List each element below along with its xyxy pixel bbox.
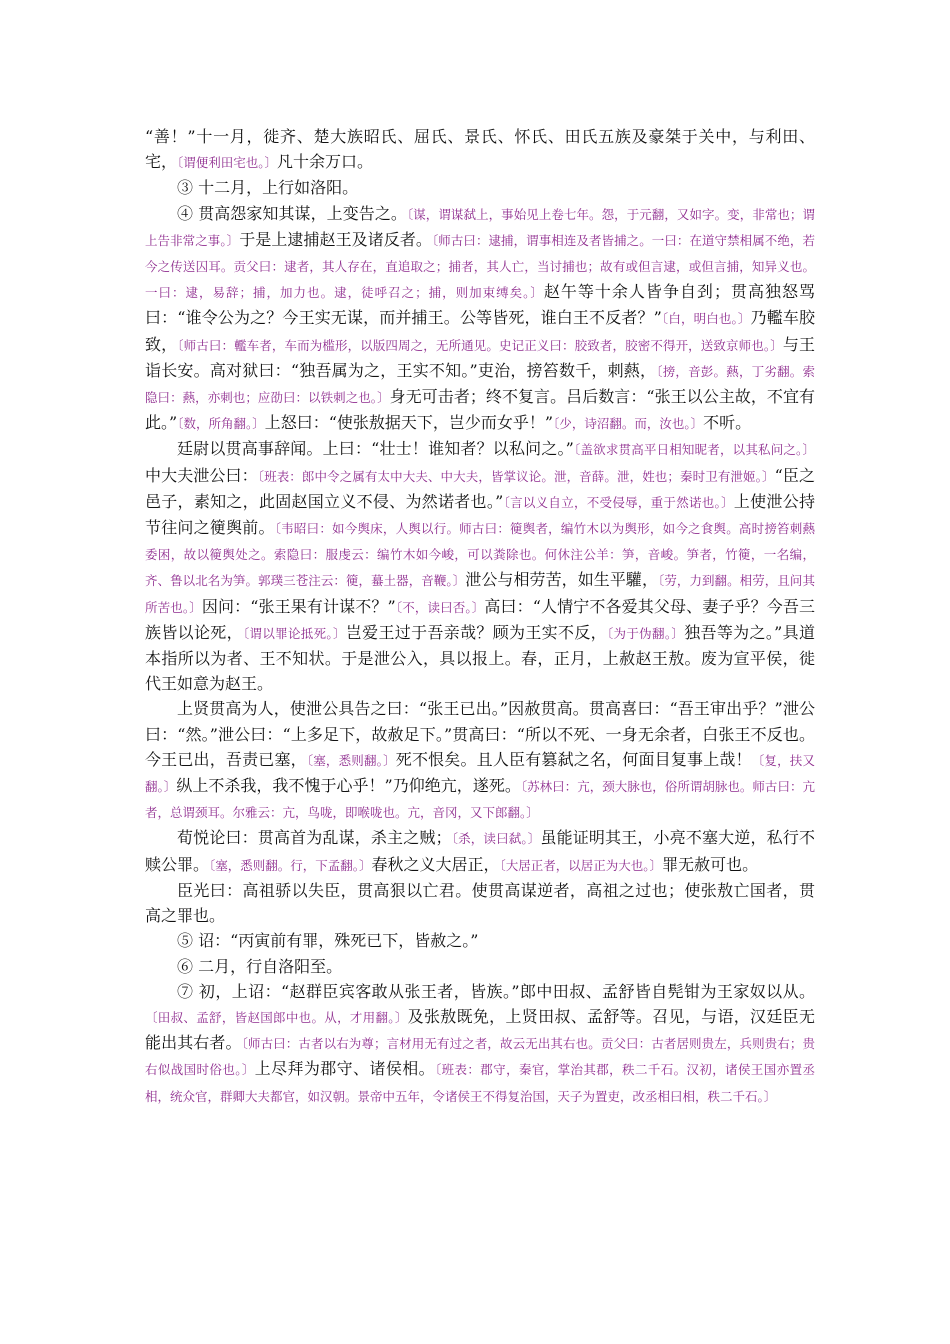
commentary-note: 〔言以义自立，不受侵辱，重于然诺也。〕: [503, 494, 734, 510]
main-text: ⑥ 二月，行自洛阳至。: [177, 956, 343, 976]
main-text: 乃轞车胶致，: [145, 308, 815, 354]
commentary-note: 〔复，扶又翻。〕: [145, 752, 815, 795]
commentary-note: 〔班表：郎中令之属有太中大夫、中大夫，皆掌议论。泄，音薛。泄，姓也；秦时卫有泄姬。〕: [257, 468, 775, 484]
paragraph-2: [145, 175, 815, 200]
paragraph-3: [145, 201, 815, 437]
commentary-note: 〔田叔、孟舒，皆赵国郎中也。从，才用翻。〕: [145, 1009, 408, 1025]
main-text: 上贤贯高为人，使泄公具告之曰：“张王已出。”因赦贯高。贯高喜曰：“吾王审出乎？”泄公曰：“然。”泄公曰：“上多足下，故赦足下。”贯高曰：“所以不死、一身无余者，白张王不反也。今王已出，吾责已塞，: [145, 699, 815, 769]
commentary-note: 〔班表：郡守，秦官，掌治其郡，秩二千石。汉初，诸侯王国亦置丞相，统众官，群卿大夫都官，如汉朝。景帝中五年，令诸侯王不得复治国，天子为置吏，改丞相曰相，秩二千石。〕: [145, 1062, 815, 1104]
commentary-note: 〔为于伪翻。〕: [606, 625, 685, 641]
main-text: 身无可击者；终不复言。吕后数言：“张王以公主故，不宜有此。”: [145, 387, 815, 433]
main-text: 死不恨矣。且人臣有篡弑之名，何面目复事上哉！: [395, 749, 752, 769]
paragraph-8: [145, 928, 815, 953]
main-text: 春秋之义大居正，: [371, 854, 500, 874]
document-page: [145, 124, 815, 1109]
main-text: “善！”十一月，徙齐、楚大族昭氏、屈氏、景氏、怀氏、田氏五族及豪桀于关中，与利田、宅，: [145, 127, 815, 172]
main-text: 臣光曰：高祖骄以失臣，贯高狠以亡君。使贯高谋逆者，高祖之过也；使张敖亡国者，贯高之罪也。: [145, 880, 815, 926]
main-text: ④ 贯高怨家知其谋，上变告之。: [177, 203, 407, 223]
main-text: 凡十余万口。: [277, 152, 374, 172]
main-text: “臣之邑子，素知之，此固赵国立义不侵、为然诺者也。”: [145, 465, 815, 511]
commentary-note: 〔塞，悉则翻。行，下孟翻。〕: [209, 857, 372, 873]
main-text: ⑤ 诏：“丙寅前有罪，殊死已下，皆赦之。”: [177, 931, 479, 951]
commentary-note: 〔苏林曰：亢，颈大脉也，俗所谓胡脉也。师古曰：亢者，总谓颈耳。尔雅云：亢，鸟咙，即喉咙也。亢，音冈，又下郎翻。〕: [145, 779, 815, 821]
paragraph-5: [145, 696, 815, 825]
commentary-note: 〔塞，悉则翻。〕: [306, 752, 396, 768]
commentary-note: 〔师古曰：古者以右为尊；言材用无有过之者，故云无出其右也。贡父曰：古者居则贵左，兵则贵右；贵右似战国时俗也。〕: [145, 1036, 815, 1078]
main-text: 不听。: [703, 413, 752, 433]
main-text: 虽能证明其王，小亮不塞大逆，私行不赎公罪。: [145, 828, 815, 874]
commentary-note: 〔数，所角翻。〕: [177, 416, 265, 432]
commentary-note: 〔劳，力到翻。相劳，且问其所苦也。〕: [145, 573, 815, 615]
main-text: 岂爱王过于吾亲哉？顾为王实不反，: [345, 622, 607, 642]
main-text: 泄公与相劳苦，如生平驩，: [465, 570, 659, 590]
commentary-note: 〔盖欲求贯高平日相知昵者，以其私问之。〕: [573, 442, 815, 458]
main-text: 纵上不杀我，我不愧于心乎！”乃仰绝亢，遂死。: [176, 776, 521, 796]
paragraph-10: [145, 979, 815, 1109]
main-text: 赵午等十余人皆争自刭；贯高独怒骂曰：“谁令公为之？今王实无谋，而并捕王。公等皆死，谁白王不反者？”: [145, 282, 815, 328]
main-text: 高曰：“人情宁不各爱其父母、妻子乎？今吾三族皆以论死，: [145, 596, 815, 642]
commentary-note: 〔搒，音彭。爇，丁劣翻。索隐曰：爇，亦刺也；应劭曰：以铁刺之也。〕: [145, 363, 815, 406]
main-text: 罪无赦可也。: [662, 854, 759, 874]
main-text: 于是上逮捕赵王及诸反者。: [239, 229, 432, 249]
paragraph-7: [145, 878, 815, 928]
paragraph-6: [145, 825, 815, 877]
commentary-note: 〔杀，读曰弑。〕: [451, 831, 541, 847]
main-text: 上使泄公持节往问之箯舆前。: [145, 491, 815, 538]
main-text: ⑦ 初，上诏：“赵群臣宾客敢从张王者，皆族。”郎中田叔、孟舒皆自髡钳为王家奴以从。: [177, 981, 815, 1001]
main-text: 中大夫泄公曰：: [145, 465, 258, 485]
paragraph-4: [145, 436, 815, 696]
commentary-note: 〔师古曰：逮捕，谓事相连及者皆捕之。一曰：在道守禁相属不绝，若今之传送囚耳。贡父曰：逮者，其人存在，直追取之；捕者，其人亡，当讨捕也；故有或但言逮，或但言捕，知异义也。一曰：逮，易辞；捕，加力也。逮，徒呼召之；捕，则加束缚矣。〕: [145, 232, 815, 301]
main-text: 独吾等为之。”具道本指所以为者、王不知状。于是泄公入，具以报上。春，正月，上赦赵王敖。废为宣平侯，徙代王如意为赵王。: [145, 622, 815, 694]
main-text: 与王诣长安。高对狱曰：“独吾属为之，王实不知。”吏治，搒笞数千，刺爇，: [145, 334, 815, 380]
commentary-note: 〔谓以罪论抵死。〕: [242, 625, 346, 641]
commentary-note: 〔少，诗沼翻。而，汝也。〕: [553, 416, 704, 432]
main-text: ③ 十二月，上行如洛阳。: [177, 178, 359, 198]
main-text: 廷尉以贯高事辞闻。上曰：“壮士！谁知者？以私问之。”: [177, 439, 574, 459]
main-text: 上尽拜为郡守、诸侯相。: [254, 1059, 435, 1079]
main-text: 上怒曰：“使张敖据天下，岂少而女乎！”: [264, 413, 554, 433]
paragraph-9: [145, 954, 815, 979]
commentary-note: 〔白，明白也。〕: [661, 311, 751, 327]
main-text: 及张敖既免，上贤田叔、孟舒等。召见，与语，汉廷臣无能出其右者。: [145, 1006, 815, 1053]
commentary-note: 〔谋，谓谋弑上，事始见上卷七年。怨，于元翻，又如字。变，非常也；谓上告非常之事。〕: [145, 206, 815, 248]
commentary-note: 〔不，读曰否。〕: [395, 599, 485, 615]
main-text: 因问：“张王果有计谋不？”: [201, 596, 396, 616]
main-text: 荀悦论曰：贯高首为乱谋，杀主之贼；: [177, 828, 452, 848]
commentary-note: 〔师古曰：轞车者，车而为槛形，以版四周之，无所通见。史记正义曰：胶致者，胶密不得开，送致京师也。〕: [177, 337, 783, 353]
commentary-note: 〔韦昭曰：如今舆床，人舆以行。师古曰：箯舆者，编竹木以为舆形，如今之食舆。高时搒笞刺爇委困，故以箯舆处之。索隐曰：服虔云：编竹木如今峻，可以粪除也。何休注公羊：笋，音峻。笋者，竹箯，一名编，齐、鲁以北名为笋。郭璞三苍注云：箯，蟇土器，音鞭。〕: [145, 521, 815, 589]
commentary-note: 〔大居正者，以居正为大也。〕: [499, 857, 663, 873]
commentary-note: 〔谓便利田宅也。〕: [177, 155, 278, 171]
paragraph-1: [145, 124, 815, 175]
